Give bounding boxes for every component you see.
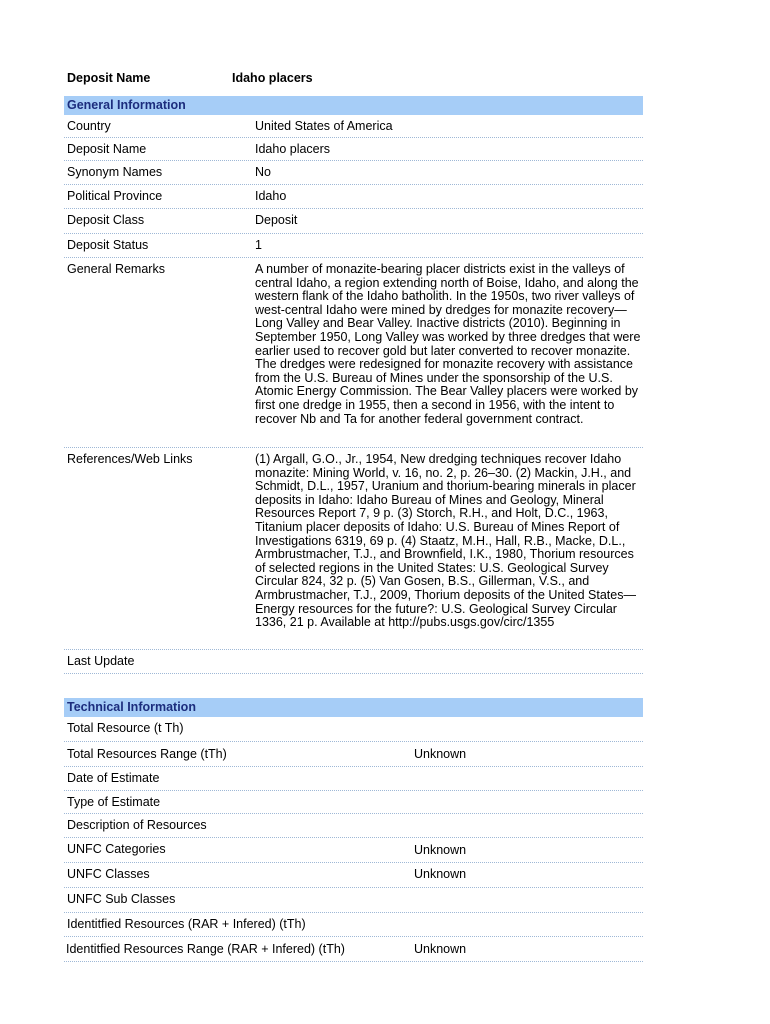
- technical-information-heading: Technical Information: [64, 698, 643, 717]
- header-label: Deposit Name: [67, 71, 151, 85]
- row-value: United States of America: [255, 119, 393, 133]
- table-row-country: [64, 115, 643, 138]
- row-value: Idaho placers: [255, 142, 331, 156]
- row-label: Type of Estimate: [67, 795, 161, 809]
- table-row-deposit-name: [64, 138, 643, 161]
- row-value: (1) Argall, G.O., Jr., 1954, New dredging techniques recover Idaho monazite: Mining World, v. 16, no. 2, p. 26–30. (2) Mackin, J.H., and Schmidt, D.L., 1957, Uranium and thorium-bearing minerals in placer deposits in Idaho: Idaho Bureau of Mines and Geology, Mineral Resources Report 7, 9 p. (3) Storch, R.H., and Holt, D.C., 1963, Titanium placer deposits of Idaho: U.S. Bureau of Mines Report of Investigations 6319, 69 p. (4) Staatz, M.H., Hall, R.B., Macke, D.L., Armbrustmacher, T.J., and Brownfield, I.K., 1980, Thorium resources of selected regions in the United States: U.S. Geological Survey Circular 824, 32 p. (5) Van Gosen, B.S., Gillerman, V.S., and Armbrustmacher, T.J., 2009, Thorium deposits of the United States—Energy resources for the future?: U.S. Geological Survey Circular 1336, 21 p. Available at http://pubs.usgs.gov/circ/1355: [255, 452, 636, 630]
- table-row-references: [64, 448, 643, 650]
- row-label: Date of Estimate: [67, 771, 160, 785]
- row-label: References/Web Links: [67, 452, 193, 466]
- row-label: Synonym Names: [67, 165, 163, 179]
- table-row-unfc-categories: [64, 838, 643, 863]
- row-label: Last Update: [67, 654, 135, 668]
- table-row-total-resources-range: [64, 742, 643, 767]
- table-row-deposit-class: [64, 209, 643, 234]
- table-row-unfc-classes: [64, 863, 643, 888]
- row-label: UNFC Categories: [67, 842, 166, 856]
- table-row-synonym-names: [64, 161, 643, 185]
- row-label: Political Province: [67, 189, 163, 203]
- general-information-heading: General Information: [64, 96, 643, 115]
- table-row-unfc-sub-classes: [64, 888, 643, 913]
- row-value: 1: [255, 238, 262, 252]
- row-value: Unknown: [414, 747, 467, 761]
- table-row-description-of-resources: [64, 814, 643, 838]
- row-label: Identitfied Resources Range (RAR + Infered) (tTh): [66, 942, 345, 956]
- row-value: A number of monazite-bearing placer districts exist in the valleys of central Idaho, a region extending north of Boise, Idaho, and along the western flank of the Idaho batholith. In the 1950s, two river valleys of west-central Idaho were mined by dredges for monazite recovery—Long Valley and Bear Valley. Inactive districts (2010). Beginning in September 1950, Long Valley was worked by three dredges that were earlier used to recover gold but later converted to recover monazite. The dredges were redesigned for monazite recovery with assistance from the U.S. Bureau of Mines under the sponsorship of the U.S. Atomic Energy Commission. The Bear Valley placers were worked by first one dredge in 1955, then a second in 1956, with the intent to recover Nb and Ta for another federal government contract.: [255, 262, 641, 426]
- table-row-total-resource: [64, 717, 643, 742]
- table-row-date-of-estimate: [64, 767, 643, 791]
- row-value: Unknown: [414, 867, 467, 881]
- table-row-political-province: [64, 185, 643, 209]
- row-label: Deposit Status: [67, 238, 149, 252]
- row-label: Deposit Class: [67, 213, 145, 227]
- row-label: Identitfied Resources (RAR + Infered) (tTh): [67, 917, 306, 931]
- table-row-identified-resources-range: [64, 937, 643, 962]
- row-label: Country: [67, 119, 111, 133]
- table-row-last-update: [64, 650, 643, 674]
- table-row-type-of-estimate: [64, 791, 643, 814]
- row-label: UNFC Sub Classes: [67, 892, 176, 906]
- row-label: Description of Resources: [67, 818, 207, 832]
- header-value: Idaho placers: [232, 71, 313, 85]
- table-row-general-remarks: [64, 258, 643, 448]
- table-row-deposit-status: [64, 234, 643, 258]
- row-label: General Remarks: [67, 262, 165, 276]
- row-value: Unknown: [414, 843, 467, 857]
- row-label: UNFC Classes: [67, 867, 150, 881]
- row-label: Total Resources Range (tTh): [67, 747, 227, 761]
- row-value: No: [255, 165, 271, 179]
- row-value: Idaho: [255, 189, 287, 203]
- table-row-identified-resources: [64, 913, 643, 937]
- row-label: Total Resource (t Th): [67, 721, 184, 735]
- row-value: Unknown: [414, 942, 467, 956]
- row-value: Deposit: [255, 213, 298, 227]
- row-label: Deposit Name: [67, 142, 147, 156]
